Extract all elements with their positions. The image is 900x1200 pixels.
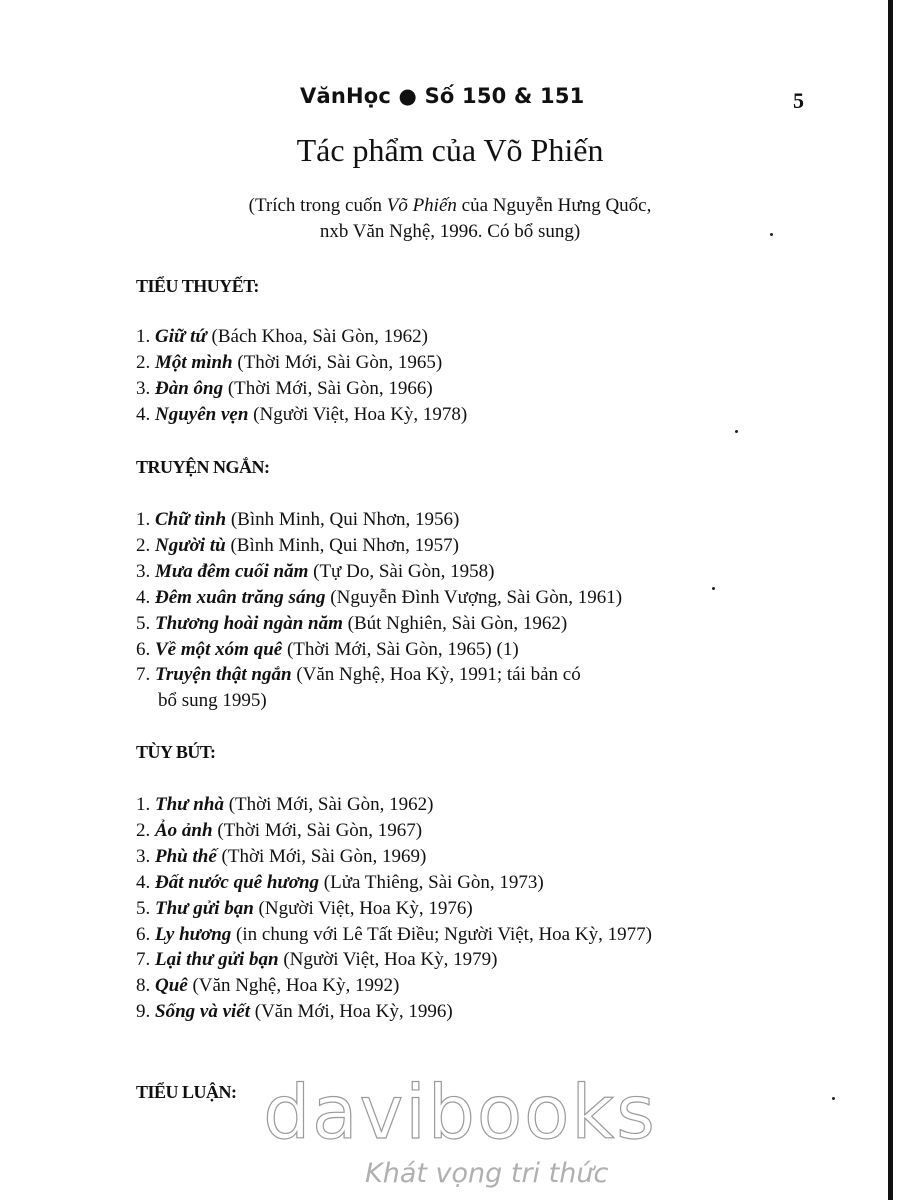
list-tuy-but <box>136 792 652 1025</box>
publication-info: (in chung với Lê Tất Điều; Người Việt, Hoa Kỳ, 1977) <box>231 923 652 945</box>
scan-speck <box>735 430 738 433</box>
list-item <box>136 402 467 428</box>
publication-info: (Thời Mới, Sài Gòn, 1965) <box>232 351 443 373</box>
list-item <box>136 533 622 559</box>
item-number: 2. <box>136 819 155 841</box>
work-title: Thư nhà <box>155 794 224 815</box>
work-title: Lại thư gửi bạn <box>155 949 279 971</box>
item-number: 7. <box>136 949 155 971</box>
work-title: Đêm xuân trăng sáng <box>155 586 326 608</box>
item-number: 4. <box>136 586 155 608</box>
subtitle-book-title: Võ Phiến <box>386 195 457 216</box>
list-item <box>136 818 652 844</box>
publication-info: (Văn Mới, Hoa Kỳ, 1996) <box>250 1001 453 1023</box>
section-heading-truyen-ngan: TRUYỆN NGẮN: <box>136 457 270 477</box>
list-item <box>136 376 467 402</box>
work-title: Mưa đêm cuối năm <box>155 560 309 582</box>
list-item <box>136 792 652 818</box>
section-heading-tieu-luan: TIỂU LUẬN: <box>136 1082 237 1102</box>
page-number: 5 <box>793 88 804 113</box>
work-title: Về một xóm quê <box>155 638 283 660</box>
subtitle-line-1 <box>0 193 900 219</box>
item-number: 5. <box>136 612 155 634</box>
work-title: Đất nước quê hương <box>155 871 320 893</box>
list-item <box>136 999 652 1025</box>
publication-info: (Người Việt, Hoa Kỳ, 1978) <box>248 403 468 425</box>
list-item <box>136 559 622 585</box>
watermark-logo: davibooks <box>263 1070 657 1156</box>
publication-info: (Bình Minh, Qui Nhơn, 1957) <box>225 534 459 556</box>
list-item <box>136 637 622 663</box>
publication-info: (Bình Minh, Qui Nhơn, 1956) <box>226 509 460 530</box>
item-number: 6. <box>136 638 155 660</box>
subtitle-line-2: nxb Văn Nghệ, 1996. Có bổ sung) <box>319 221 581 242</box>
item-number: 1. <box>136 326 155 347</box>
work-title: Phù thế <box>155 845 217 867</box>
scan-speck <box>832 1097 835 1100</box>
work-title: Người tù <box>155 534 226 556</box>
item-number: 1. <box>136 509 155 530</box>
item-number: 2. <box>136 534 155 556</box>
list-item <box>136 870 652 896</box>
work-title: Đàn ông <box>155 377 224 399</box>
work-title: Thương hoài ngàn năm <box>155 612 343 634</box>
publication-info: (Lửa Thiêng, Sài Gòn, 1973) <box>319 871 544 893</box>
item-number: 4. <box>136 403 155 425</box>
scan-edge-border <box>888 0 893 1200</box>
work-title: Truyện thật ngắn <box>155 664 292 686</box>
publication-info: (Người Việt, Hoa Kỳ, 1979) <box>278 949 498 971</box>
item-number: 7. <box>136 664 155 686</box>
subtitle <box>0 193 900 245</box>
page-title: Tác phẩm của Võ Phiến <box>296 132 604 168</box>
item-number: 4. <box>136 871 155 893</box>
publication-info: (Bách Khoa, Sài Gòn, 1962) <box>206 326 428 347</box>
item-number: 6. <box>136 923 155 945</box>
publication-info: (Văn Nghệ, Hoa Kỳ, 1991; tái bản có <box>291 664 581 686</box>
list-item <box>136 507 622 533</box>
scan-speck <box>770 233 773 236</box>
item-number: 1. <box>136 794 155 815</box>
publication-info: (Nguyễn Đình Vượng, Sài Gòn, 1961) <box>325 586 623 608</box>
list-item <box>136 896 652 922</box>
work-title: Một mình <box>155 351 233 373</box>
list-truyen-ngan <box>136 507 622 714</box>
subtitle-prefix: (Trích trong cuốn <box>248 195 387 216</box>
watermark-tagline: Khát vọng tri thức <box>365 1158 609 1189</box>
work-title: Chữ tình <box>155 509 227 530</box>
item-number: 3. <box>136 845 155 867</box>
work-title: Giữ tứ <box>155 326 207 347</box>
publication-info-continued: bổ sung 1995) <box>158 690 267 712</box>
work-title: Sống và viết <box>155 1001 250 1023</box>
list-item <box>136 973 652 999</box>
section-heading-tuy-but: TÙY BÚT: <box>136 742 216 762</box>
publication-info: (Tự Do, Sài Gòn, 1958) <box>308 560 495 582</box>
work-title: Nguyên vẹn <box>155 403 249 425</box>
list-item <box>136 844 652 870</box>
work-title: Thư gửi bạn <box>155 897 254 919</box>
item-number: 2. <box>136 351 155 373</box>
publication-info: (Thời Mới, Sài Gòn, 1962) <box>223 794 434 815</box>
publication-info: (Thời Mới, Sài Gòn, 1966) <box>223 377 433 399</box>
list-item <box>136 611 622 637</box>
list-item <box>136 947 652 973</box>
work-title: Ảo ảnh <box>155 819 213 841</box>
item-number: 8. <box>136 975 155 997</box>
work-title: Ly hương <box>155 923 232 945</box>
list-item <box>136 324 467 350</box>
publication-info: (Thời Mới, Sài Gòn, 1965) (1) <box>282 638 519 660</box>
publication-info: (Bút Nghiên, Sài Gòn, 1962) <box>342 612 568 634</box>
item-number: 5. <box>136 897 155 919</box>
list-item <box>136 585 622 611</box>
scan-speck <box>712 587 715 590</box>
list-tieu-thuyet <box>136 324 467 428</box>
item-number: 9. <box>136 1001 155 1023</box>
section-heading-tieu-thuyet: TIỂU THUYẾT: <box>136 276 259 296</box>
running-header: VănHọc ● Số 150 & 151 <box>300 84 585 108</box>
publication-info: (Thời Mới, Sài Gòn, 1969) <box>216 845 427 867</box>
work-title: Quê <box>155 975 188 997</box>
list-item <box>136 350 467 376</box>
list-item <box>136 922 652 948</box>
publication-info: (Người Việt, Hoa Kỳ, 1976) <box>253 897 473 919</box>
subtitle-suffix: của Nguyễn Hưng Quốc, <box>456 195 652 216</box>
item-number: 3. <box>136 377 155 399</box>
publication-info: (Thời Mới, Sài Gòn, 1967) <box>212 819 423 841</box>
publication-info: (Văn Nghệ, Hoa Kỳ, 1992) <box>187 975 400 997</box>
item-number: 3. <box>136 560 155 582</box>
list-item <box>136 662 622 714</box>
